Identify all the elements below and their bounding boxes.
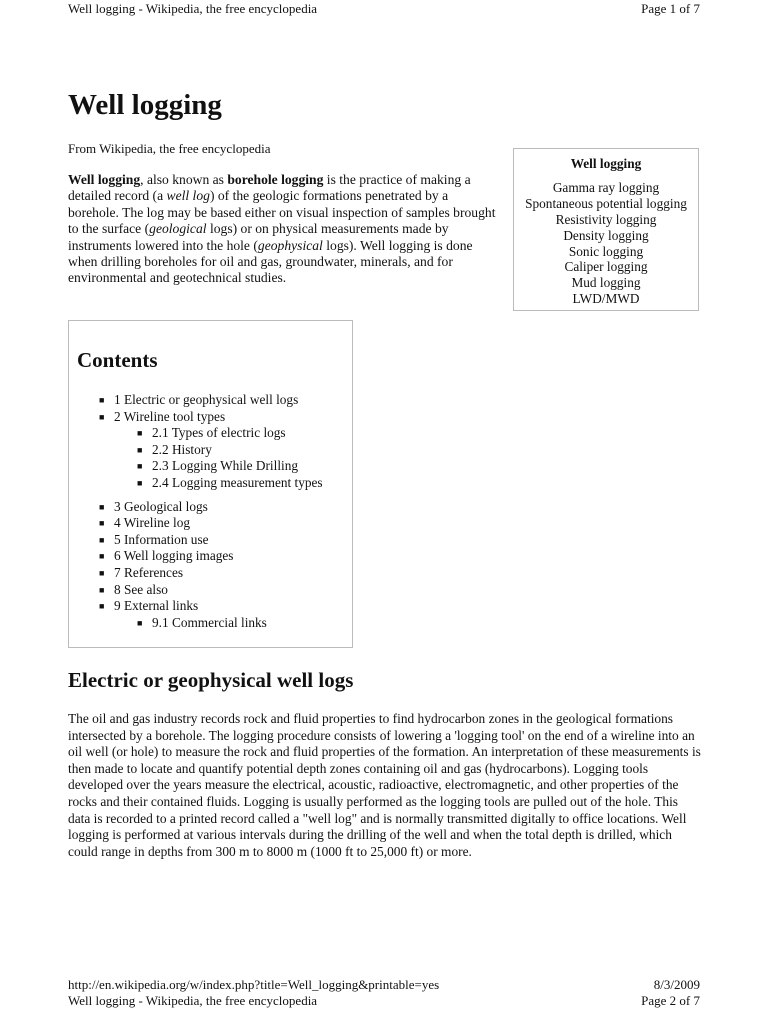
infobox-link[interactable]: Sonic logging (568, 243, 644, 259)
italic-term: well log (166, 188, 210, 204)
bold-term: borehole logging (227, 172, 324, 187)
toc-item[interactable]: ■ 9 External links (99, 598, 323, 615)
italic-term: geological (149, 221, 207, 237)
table-of-contents (68, 320, 353, 648)
toc-subitem[interactable]: ■ 2.4 Logging measurement types (137, 475, 323, 492)
toc-item[interactable]: ■ 5 Information use (99, 532, 323, 549)
footer-date: 8/3/2009 (653, 977, 700, 992)
toc-sublist (137, 615, 323, 632)
footer-url: http://en.wikipedia.org/w/index.php?title=Well_logging&printable=yes (68, 977, 440, 992)
toc-title: Contents (77, 348, 158, 372)
toc-subitem[interactable]: ■ 2.3 Logging While Drilling (137, 458, 323, 475)
infobox-link[interactable]: LWD/MWD (572, 291, 640, 307)
toc-subitem[interactable]: ■ 9.1 Commercial links (137, 615, 323, 632)
infobox-title: Well logging (570, 156, 642, 171)
infobox-link[interactable]: Gamma ray logging (552, 179, 660, 195)
header-doc-title: Well logging - Wikipedia, the free encyclopedia (68, 1, 318, 16)
toc-item[interactable]: ■ 3 Geological logs (99, 499, 323, 516)
intro-text: ) of the geologic formations penetrated by a borehole. The log may be based either on visual inspection of samples brought to the surface ( (68, 188, 496, 237)
infobox-link[interactable]: Spontaneous potential logging (525, 195, 687, 211)
footer-page-number: Page 2 of 7 (641, 993, 700, 1008)
infobox-link[interactable]: Resistivity logging (555, 211, 657, 227)
toc-item[interactable]: ■ 7 References (99, 565, 323, 582)
page-title: Well logging (68, 89, 222, 121)
toc-subitem[interactable]: ■ 2.1 Types of electric logs (137, 425, 323, 442)
intro-text: is the practice of making a detailed record (a (68, 172, 471, 204)
toc-subitem[interactable]: ■ 2.2 History (137, 442, 323, 459)
intro-text: logs). Well logging is done when drilling boreholes for oil and gas, groundwater, minerals, and for environmental and geotechnical studies. (68, 237, 473, 286)
infobox-link[interactable]: Caliper logging (564, 259, 648, 275)
source-line: From Wikipedia, the free encyclopedia (68, 141, 271, 156)
infobox (513, 148, 699, 311)
toc-item[interactable]: ■ 1 Electric or geophysical well logs (99, 392, 323, 409)
section-heading: Electric or geophysical well logs (68, 668, 354, 692)
footer-doc-title: Well logging - Wikipedia, the free encyclopedia (68, 993, 318, 1008)
intro-text: , also known as (140, 172, 228, 187)
toc-item[interactable]: ■ 8 See also (99, 582, 323, 599)
intro-paragraph (68, 172, 498, 287)
italic-term: geophysical (257, 237, 323, 253)
bold-term: Well logging (68, 172, 141, 187)
toc-item[interactable]: ■ 6 Well logging images (99, 548, 323, 565)
toc-item[interactable]: ■ 4 Wireline log (99, 515, 323, 532)
infobox-link[interactable]: Density logging (563, 227, 649, 243)
header-page-number: Page 1 of 7 (641, 1, 700, 16)
section-paragraph: The oil and gas industry records rock and fluid properties to find hydrocarbon zones in the geological formations intersected by a borehole. The logging procedure consists of lowering a 'logging tool' on the end of a wireline into an oil well (or hole) to measure the rock and fluid properties of the formation. An interpretation of these measurements is then made to locate and quantify potential depth zones containing oil and gas (hydrocarbons). Logging tools developed over the years measure the electrical, acoustic, radioactive, electromagnetic, and other properties of the rocks and their contained fluids. Logging is usually performed as the logging tools are pulled out of the hole. This data is recorded to a printed record called a "well log" and is normally transmitted digitally to office locations. Well logging is performed at various intervals during the drilling of the well and when the total depth is drilled, which could range in depths from 300 m to 8000 m (1000 ft to 25,000 ft) or more. (68, 711, 701, 859)
intro-text: logs) or on physical measurements made by instruments lowered into the hole ( (68, 221, 449, 253)
toc-list (99, 392, 323, 631)
toc-sublist (137, 425, 323, 491)
infobox-link[interactable]: Mud logging (571, 275, 641, 291)
toc-item[interactable]: ■ 2 Wireline tool types (99, 409, 323, 426)
